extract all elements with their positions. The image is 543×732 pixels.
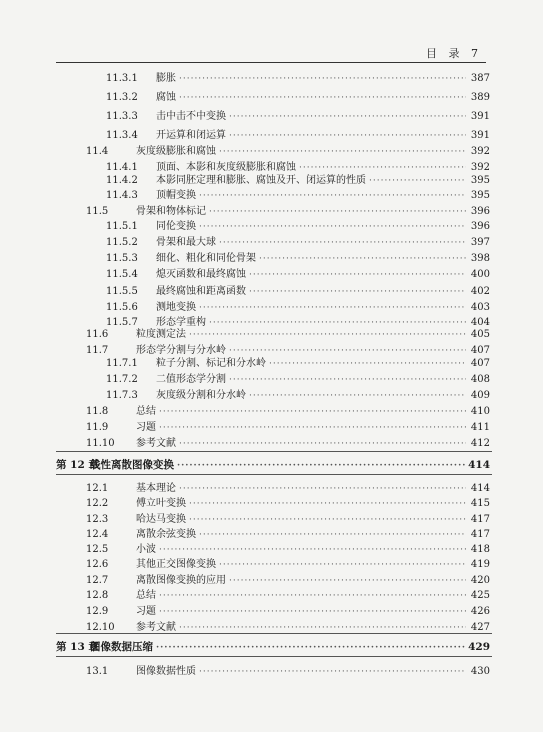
toc-entry-title: 击中击不中变换 (156, 111, 226, 122)
dot-leader (229, 344, 466, 358)
toc-entry[interactable] (86, 543, 490, 557)
toc-entry-page: 417 (470, 514, 490, 525)
toc-entry-number: 11.5.2 (106, 237, 138, 248)
toc-entry-number: 11.5 (86, 206, 109, 217)
toc-entry[interactable] (86, 328, 490, 342)
toc-entry-number: 12.9 (86, 606, 109, 617)
toc-entry-number: 11.3.3 (106, 111, 138, 122)
toc-entry-number: 12.4 (86, 529, 109, 540)
toc-entry-number: 11.6 (86, 329, 109, 340)
toc-entry-number: 13.1 (86, 666, 109, 677)
toc-entry-page: 426 (470, 606, 490, 617)
toc-entry[interactable] (106, 357, 490, 371)
toc-entry-page: 430 (470, 666, 490, 677)
toc-entry-number: 11.9 (86, 422, 109, 433)
toc-entry-page: 429 (468, 641, 490, 653)
toc-entry-page: 396 (470, 221, 490, 232)
dot-leader (219, 145, 466, 159)
toc-entry-number: 11.3.2 (106, 92, 138, 103)
toc-entry[interactable] (86, 528, 490, 542)
toc-entry[interactable] (106, 236, 490, 250)
dot-leader (209, 205, 466, 219)
toc-entry-page: 402 (470, 286, 490, 297)
toc-entry[interactable] (106, 252, 490, 266)
toc-entry-page: 410 (470, 406, 490, 417)
toc-entry[interactable] (106, 389, 490, 403)
toc-entry[interactable] (86, 558, 490, 572)
toc-entry-page: 418 (470, 544, 490, 555)
toc-entry-title: 灰度级分割和分水岭 (156, 390, 246, 401)
dot-leader (219, 236, 466, 250)
toc-entry-title: 基本理论 (136, 483, 176, 494)
toc-entry-page: 392 (470, 146, 490, 157)
chapter-rule (56, 656, 492, 657)
toc-entry[interactable] (106, 174, 490, 188)
toc-entry-title: 腐蚀 (156, 92, 176, 103)
dot-leader (159, 405, 466, 419)
toc-entry-number: 11.5.5 (106, 286, 138, 297)
dot-leader (199, 189, 466, 203)
toc-entry-number: 12.6 (86, 559, 109, 570)
dot-leader (199, 528, 466, 542)
toc-entry-page: 414 (468, 459, 490, 471)
toc-entry-title: 参考文献 (136, 622, 176, 633)
toc-entry-title: 二值形态学分割 (156, 374, 226, 385)
dot-leader (269, 357, 466, 371)
toc-entry[interactable] (106, 72, 490, 86)
toc-entry-page: 392 (470, 162, 490, 173)
toc-entry[interactable] (106, 301, 490, 315)
toc-entry-number: 12.8 (86, 590, 109, 601)
toc-entry-page: 398 (470, 253, 490, 264)
toc-entry-number: 11.7.3 (106, 390, 138, 401)
toc-entry[interactable] (106, 285, 490, 299)
toc-entry-page: 395 (470, 175, 490, 186)
toc-chapter-entry[interactable] (56, 458, 490, 472)
toc-entry-page: 414 (470, 483, 490, 494)
toc-entry-number: 11.5.7 (106, 317, 138, 328)
toc-entry-title: 本影同胚定理和膨胀、腐蚀及开、闭运算的性质 (156, 175, 366, 186)
toc-entry-title: 习题 (136, 422, 156, 433)
toc-entry[interactable] (86, 589, 490, 603)
toc-entry-page: 408 (470, 374, 490, 385)
toc-entry-number: 11.5.4 (106, 269, 138, 280)
dot-leader (159, 421, 466, 435)
toc-entry[interactable] (86, 437, 490, 451)
toc-entry[interactable] (106, 110, 490, 124)
toc-entry-page: 405 (470, 329, 490, 340)
dot-leader (199, 301, 466, 315)
toc-entry-title: 膨胀 (156, 73, 176, 84)
toc-entry[interactable] (86, 421, 490, 435)
toc-entry[interactable] (86, 405, 490, 419)
toc-entry-number: 11.7.2 (106, 374, 138, 385)
dot-leader (159, 605, 466, 619)
toc-entry-title: 形态学重构 (156, 317, 206, 328)
toc-entry-number: 12.3 (86, 514, 109, 525)
toc-entry-page: 403 (470, 302, 490, 313)
toc-entry[interactable] (106, 129, 490, 143)
toc-entry-page: 409 (470, 390, 490, 401)
toc-entry[interactable] (106, 189, 490, 203)
toc-entry-page: 387 (470, 73, 490, 84)
toc-entry-title: 图像数据性质 (136, 666, 196, 677)
toc-entry-page: 397 (470, 237, 490, 248)
dot-leader (219, 558, 466, 572)
dot-leader (159, 543, 466, 557)
toc-entry[interactable] (86, 665, 490, 679)
toc-entry-number: 11.7.1 (106, 358, 138, 369)
toc-entry-number: 11.3.4 (106, 130, 138, 141)
toc-entry-page: 419 (470, 559, 490, 570)
toc-entry-number: 11.10 (86, 438, 115, 449)
toc-entry-title: 其他正交图像变换 (136, 559, 216, 570)
toc-entry-page: 404 (470, 317, 490, 328)
dot-leader (249, 389, 466, 403)
toc-entry-number: 11.4.2 (106, 175, 138, 186)
toc-entry[interactable] (86, 605, 490, 619)
chapter-rule (56, 451, 492, 452)
chapter-rule (56, 474, 492, 475)
toc-entry-title: 最终腐蚀和距离函数 (156, 286, 246, 297)
toc-entry-page: 396 (470, 206, 490, 217)
toc-entry-title: 细化、粗化和同伦骨架 (156, 253, 256, 264)
toc-entry-title: 线性离散图像变换 (90, 459, 174, 471)
toc-entry-page: 412 (470, 438, 490, 449)
toc-entry-number: 11.4 (86, 146, 109, 157)
toc-entry-page: 417 (470, 529, 490, 540)
toc-entry-page: 395 (470, 190, 490, 201)
toc-entry-title: 骨架和最大球 (156, 237, 216, 248)
toc-entry-page: 411 (470, 422, 490, 433)
toc-entry[interactable] (86, 205, 490, 219)
toc-entry-title: 图像数据压缩 (90, 641, 153, 653)
toc-entry-title: 粒子分割、标记和分水岭 (156, 358, 266, 369)
toc-entry-title: 粒度测定法 (136, 329, 186, 340)
dot-leader (156, 641, 466, 655)
toc-entry[interactable] (106, 91, 490, 105)
toc-entry[interactable] (106, 373, 490, 387)
toc-entry-number: 12.2 (86, 498, 109, 509)
toc-entry-page: 391 (470, 130, 490, 141)
dot-leader (249, 285, 466, 299)
toc-entry-number: 11.4.1 (106, 162, 138, 173)
dot-leader (229, 129, 466, 143)
toc-entry-title: 傅立叶变换 (136, 498, 186, 509)
dot-leader (189, 513, 466, 527)
dot-leader (189, 497, 466, 511)
dot-leader (299, 161, 466, 175)
toc-entry-number: 12.7 (86, 575, 109, 586)
toc-entry[interactable] (86, 497, 490, 511)
toc-entry-title: 骨架和物体标记 (136, 206, 206, 217)
toc-entry-page: 415 (470, 498, 490, 509)
toc-entry-number: 12.10 (86, 622, 115, 633)
toc-entry-title: 测地变换 (156, 302, 196, 313)
toc-entry-title: 开运算和闭运算 (156, 130, 226, 141)
toc-entry-number: 第 13 章 (56, 641, 99, 653)
toc-entry-title: 哈达马变换 (136, 514, 186, 525)
toc-entry-title: 总结 (136, 590, 156, 601)
dot-leader (189, 328, 466, 342)
toc-entry-title: 同伦变换 (156, 221, 196, 232)
toc-entry-page: 427 (470, 622, 490, 633)
toc-chapter-entry[interactable] (56, 640, 490, 654)
toc-entry-title: 灰度级膨胀和腐蚀 (136, 146, 216, 157)
toc-entry-number: 11.8 (86, 406, 109, 417)
dot-leader (259, 252, 466, 266)
toc-entry[interactable] (86, 513, 490, 527)
dot-leader (179, 437, 466, 451)
dot-leader (179, 482, 466, 496)
toc-entry-number: 11.4.3 (106, 190, 138, 201)
toc-entry-number: 12.1 (86, 483, 109, 494)
toc-entry[interactable] (106, 268, 490, 282)
toc-entry[interactable] (86, 344, 490, 358)
toc-entry-title: 小波 (136, 544, 156, 555)
toc-entry-title: 离散图像变换的应用 (136, 575, 226, 586)
toc-entry-number: 第 12 章 (56, 459, 99, 471)
toc-entry-page: 400 (470, 269, 490, 280)
toc-entry-title: 熄灭函数和最终腐蚀 (156, 269, 246, 280)
dot-leader (179, 91, 466, 105)
toc-entry-page: 425 (470, 590, 490, 601)
toc-entry-number: 12.5 (86, 544, 109, 555)
dot-leader (159, 589, 466, 603)
toc-entry-title: 顶面、本影和灰度级膨胀和腐蚀 (156, 162, 296, 173)
toc-entry-page: 420 (470, 575, 490, 586)
dot-leader (229, 110, 466, 124)
dot-leader (177, 459, 466, 473)
dot-leader (199, 665, 466, 679)
toc-entry[interactable] (86, 482, 490, 496)
dot-leader (229, 574, 466, 588)
toc-entry[interactable] (86, 574, 490, 588)
toc-entry-title: 习题 (136, 606, 156, 617)
toc-entry-title: 形态学分割与分水岭 (136, 345, 226, 356)
toc-entry-title: 离散余弦变换 (136, 529, 196, 540)
toc-entry-number: 11.5.3 (106, 253, 138, 264)
dot-leader (229, 373, 466, 387)
toc-entry-title: 总结 (136, 406, 156, 417)
header-text: 目 录 7 (426, 47, 482, 60)
dot-leader (179, 72, 466, 86)
toc-entry-number: 11.7 (86, 345, 109, 356)
toc-entry-page: 389 (470, 92, 490, 103)
toc-entry-title: 顶帽变换 (156, 190, 196, 201)
toc-entry-page: 391 (470, 111, 490, 122)
toc-entry-number: 11.3.1 (106, 73, 138, 84)
toc-entry-number: 11.5.6 (106, 302, 138, 313)
toc-entry[interactable] (106, 161, 490, 175)
dot-leader (199, 220, 466, 234)
toc-entry[interactable] (106, 220, 490, 234)
toc-entry-page: 407 (470, 345, 490, 356)
dot-leader (249, 268, 466, 282)
chapter-rule (56, 633, 492, 634)
toc-entry-title: 参考文献 (136, 438, 176, 449)
toc-entry[interactable] (86, 145, 490, 159)
toc-entry-page: 407 (470, 358, 490, 369)
dot-leader (369, 174, 466, 188)
toc-entry-number: 11.5.1 (106, 221, 138, 232)
